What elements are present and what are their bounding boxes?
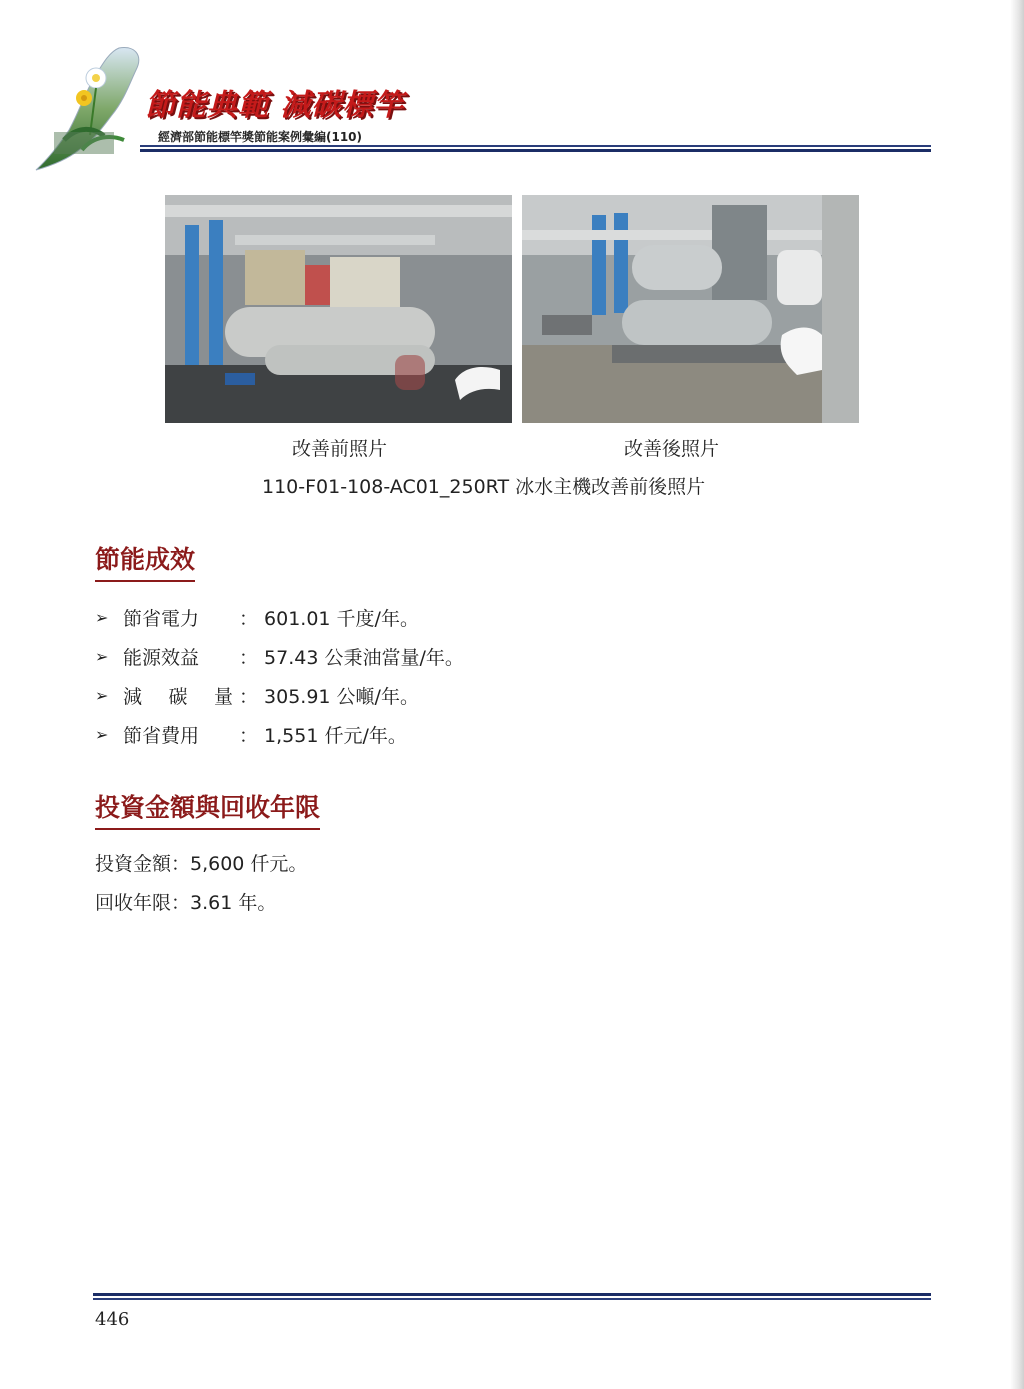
investment-section-title: 投資金額與回收年限 <box>95 788 320 830</box>
before-photo-caption: 改善前照片 <box>292 438 388 460</box>
figure-caption: 110-F01-108-AC01_250RT 冰水主機改善前後照片 <box>262 476 706 498</box>
header-subtitle: 經濟部節能標竿獎節能案例彙編(110) <box>158 130 363 144</box>
chiller-before-photo <box>165 195 512 423</box>
list-item: ➢ 能源效益 ： 57.43 公秉油當量/年。 <box>95 637 464 676</box>
header-rule <box>140 145 931 153</box>
page-number: 446 <box>95 1309 130 1330</box>
arrow-bullet-icon: ➢ <box>95 647 109 666</box>
arrow-bullet-icon: ➢ <box>95 725 109 744</box>
footer-rule <box>93 1293 931 1300</box>
list-item: ➢ 減 碳 量 ： 305.91 公噸/年。 <box>95 676 464 715</box>
item-label: 節省費用 <box>123 725 200 747</box>
payback-period: 回收年限：3.61 年。 <box>95 892 277 914</box>
list-item: ➢ 節省費用 ： 1,551 仟元/年。 <box>95 715 464 754</box>
item-value: 601.01 千度/年。 <box>264 608 419 630</box>
savings-section-title: 節能成效 <box>95 540 195 582</box>
arrow-bullet-icon: ➢ <box>95 608 109 627</box>
page-edge-shadow <box>1010 0 1024 1389</box>
chiller-after-photo <box>522 195 859 423</box>
investment-amount: 投資金額：5,600 仟元。 <box>95 853 308 875</box>
item-label: 節省電力 <box>123 608 200 630</box>
header-title: 節能典範 減碳標竿 <box>145 88 405 123</box>
item-label: 能源效益 <box>123 647 200 669</box>
list-item: ➢ 節省電力 ： 601.01 千度/年。 <box>95 598 464 637</box>
item-label: 減 碳 量 <box>123 686 233 708</box>
item-value: 57.43 公秉油當量/年。 <box>264 647 464 669</box>
item-value: 305.91 公噸/年。 <box>264 686 419 708</box>
savings-list <box>95 598 464 754</box>
item-value: 1,551 仟元/年。 <box>264 725 407 747</box>
after-photo-caption: 改善後照片 <box>624 438 720 460</box>
arrow-bullet-icon: ➢ <box>95 686 109 705</box>
